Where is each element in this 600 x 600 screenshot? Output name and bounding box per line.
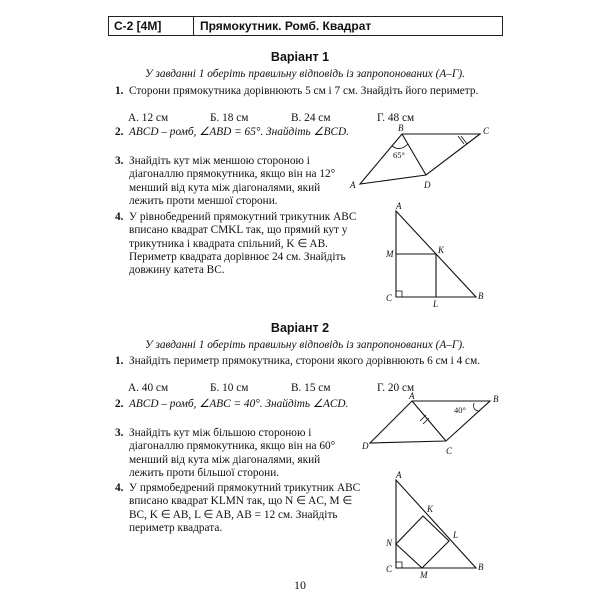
v2-task1-text: Знайдіть периметр прямокутника, сторони якого дорівнюють 6 см і 4 см.	[129, 355, 481, 367]
v1-rhombus-figure	[340, 122, 500, 194]
v2-task1	[115, 355, 500, 368]
v2-tri-label-k: K	[427, 504, 434, 514]
v2-task1-number: 1.	[115, 355, 124, 367]
v1-task2-number: 2.	[115, 126, 124, 138]
v2-option-b: Б. 10 см	[210, 382, 249, 394]
v1-label-b: B	[398, 123, 404, 133]
header-code: С-2 [4М]	[109, 17, 194, 35]
v1-label-d: D	[424, 180, 431, 190]
v2-right-angle-mark	[396, 562, 402, 568]
v2-angle-arc	[474, 403, 480, 411]
v2-task2-text: ABCD – ромб, ∠ABC = 40°. Знайдіть ∠ACD.	[129, 398, 349, 410]
v1-angle-arc	[392, 144, 408, 149]
v1-angle-marks	[458, 136, 467, 144]
v1-task4	[115, 211, 362, 277]
v2-square-outline	[396, 516, 449, 568]
v1-square-sides	[396, 254, 436, 297]
v2-tri-label-n: N	[386, 538, 393, 548]
v1-option-a: А. 12 см	[128, 112, 169, 124]
v1-task3-number: 3.	[115, 155, 124, 167]
v2-rhombus-figure	[362, 393, 502, 465]
v2-task3	[115, 427, 355, 480]
v2-tri-label-b: B	[478, 562, 484, 572]
v2-label-d: D	[362, 441, 369, 451]
v1-tri-label-b: B	[478, 291, 484, 301]
v2-label-c: C	[446, 446, 453, 456]
v1-task1-text: Сторони прямокутника дорівнюють 5 см і 7 см. Знайдіть його периметр.	[129, 85, 479, 97]
v2-task4	[115, 482, 365, 535]
v1-label-a: A	[350, 180, 356, 190]
variant1-title: Варіант 1	[270, 50, 330, 64]
v1-triangle-figure	[380, 201, 490, 309]
v2-tri-label-a: A	[396, 470, 402, 480]
variant2-title: Варіант 2	[270, 321, 330, 335]
variant1-instruction: У завданні 1 оберіть правильну відповідь із запропонованих (А–Г).	[145, 68, 465, 80]
v2-angle-marks	[420, 415, 429, 424]
v1-task3	[115, 155, 355, 208]
v1-rhombus-diagonal	[402, 134, 426, 175]
v1-task1-number: 1.	[115, 85, 124, 97]
v1-option-d: Г. 48 см	[377, 112, 415, 124]
v2-task2	[115, 398, 355, 411]
v2-option-a: А. 40 см	[128, 382, 169, 394]
v2-rhombus-diagonal	[412, 401, 446, 441]
v2-task2-number: 2.	[115, 398, 124, 410]
v2-task3-number: 3.	[115, 427, 124, 439]
v1-task2-text: ABCD – ромб, ∠ABD = 65°. Знайдіть ∠BCD.	[129, 126, 350, 138]
v1-right-angle-mark	[396, 291, 402, 297]
page-header	[108, 16, 503, 36]
v1-task1	[115, 85, 500, 98]
variant2-instruction: У завданні 1 оберіть правильну відповідь із запропонованих (А–Г).	[145, 339, 465, 351]
v1-task2	[115, 126, 355, 139]
v1-task4-number: 4.	[115, 211, 124, 223]
v2-option-d: Г. 20 см	[377, 382, 415, 394]
v1-label-c: C	[483, 126, 490, 136]
v2-angle-value: 40°	[454, 405, 466, 415]
v1-task4-text: У рівнобедрений прямокутний трикутник ABC вписано квадрат CMKL так, що прямий кут у трикутника і квадрата спільний, K ∈ AB. Периметр квадрата дорівнює 24 см. Знайдіть довжину катета BC.	[129, 211, 357, 277]
v2-tri-label-c: C	[386, 564, 393, 574]
v1-angle-value: 65°	[393, 150, 405, 160]
v1-tri-label-c: C	[386, 293, 393, 303]
v1-task3-text: Знайдіть кут між меншою стороною і діагоналлю прямокутника, якщо він на 12° менший від кута між діагоналями, який лежить проти меншої сторони.	[129, 155, 336, 207]
v1-tri-label-a: A	[396, 201, 402, 211]
v2-option-c: В. 15 см	[291, 382, 331, 394]
v2-tri-label-l: L	[453, 530, 459, 540]
v2-label-a: A	[409, 391, 415, 401]
v1-tri-label-m: M	[386, 249, 394, 259]
v2-label-b: B	[493, 394, 499, 404]
v2-triangle-figure	[386, 470, 490, 580]
v1-option-b: Б. 18 см	[210, 112, 249, 124]
v2-task4-text: У прямобедрений прямокутний трикутник ABC вписано квадрат KLMN так, що N ∈ AC, M ∈ BC, K ∈ AB, L ∈ AB, AB = 12 см. Знайдіть периметр квадрата.	[129, 482, 361, 534]
header-title: Прямокутник. Ромб. Квадрат	[200, 19, 372, 33]
v2-tri-label-m: M	[420, 570, 428, 580]
v2-task4-number: 4.	[115, 482, 124, 494]
page-number: 10	[294, 578, 306, 592]
v1-option-c: В. 24 см	[291, 112, 331, 124]
v1-tri-label-l: L	[433, 299, 439, 309]
v1-tri-label-k: K	[438, 245, 445, 255]
v2-task3-text: Знайдіть кут між більшою стороною і діагоналлю прямокутника, якщо він на 60° менший від кута між діагоналями, який лежить проти більшої сторони.	[129, 427, 336, 479]
